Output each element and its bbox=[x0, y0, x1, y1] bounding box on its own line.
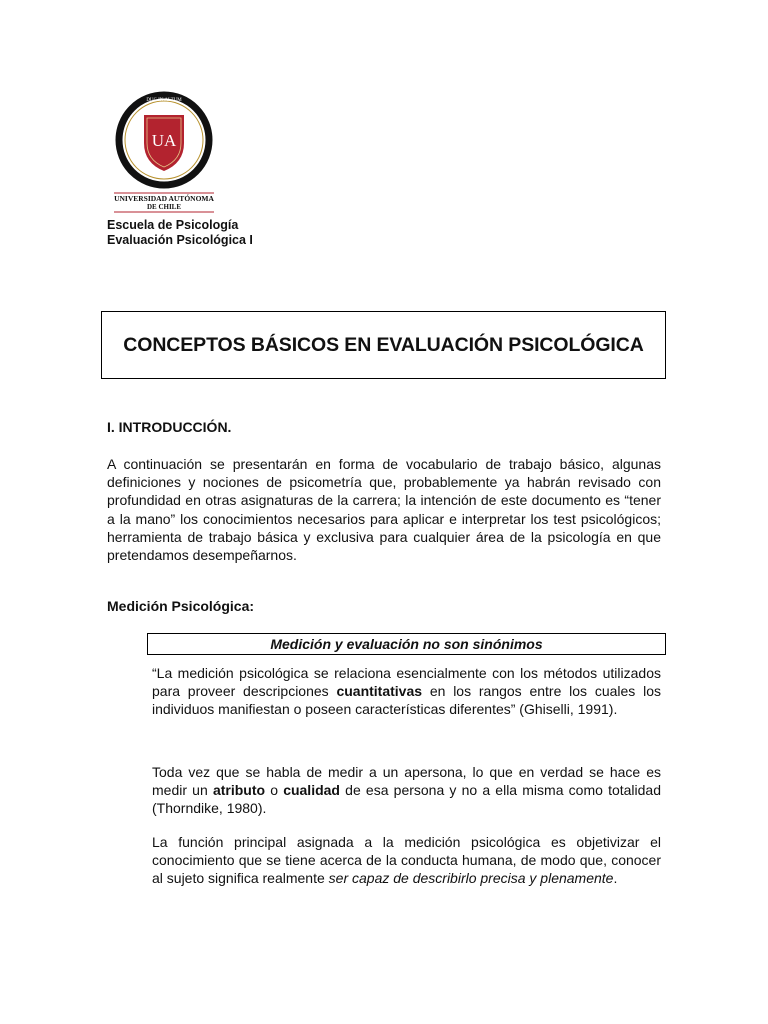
logo-name-line2: DE CHILE bbox=[146, 203, 182, 211]
course-name: Evaluación Psicológica I bbox=[107, 233, 253, 247]
p3-italic-text: ser capaz de describirlo precisa y plenamente bbox=[328, 870, 614, 887]
document-title: CONCEPTOS BÁSICOS EN EVALUACIÓN PSICOLÓGICA bbox=[123, 333, 644, 356]
p2-bold-atributo: atributo bbox=[212, 782, 266, 799]
school-name: Escuela de Psicología bbox=[107, 218, 239, 232]
p3-text-before: La función principal asignada a la medición psicológica es objetivizar el conocimiento que se tiene acerca de la conducta humana, de modo que, conocer al sujeto significa realmente bbox=[152, 834, 661, 887]
paragraph-ghiselli bbox=[152, 664, 661, 719]
p1-text-after: en los rangos entre los cuales los individuos manifiestan o poseen características diferentes” (Ghiselli, 1991). bbox=[152, 683, 661, 718]
logo-name-line1: UNIVERSIDAD AUTÓNOMA bbox=[114, 194, 214, 203]
paragraph-thorndike bbox=[152, 763, 661, 818]
p2-text-before: Toda vez que se habla de medir a un apersona, lo que en verdad se hace es medir un bbox=[152, 764, 661, 799]
p1-text-before: “La medición psicológica se relaciona esencialmente con los métodos utilizados para proveer descripciones bbox=[152, 665, 661, 700]
medicion-heading: Medición Psicológica: bbox=[107, 598, 255, 614]
title-box bbox=[101, 311, 666, 379]
p3-text-after: . bbox=[613, 870, 618, 887]
p1-bold-cuantitativas: cuantitativas bbox=[336, 683, 423, 700]
p2-text-after: de esa persona y no a ella misma como totalidad (Thorndike, 1980). bbox=[152, 782, 662, 817]
university-logo bbox=[108, 91, 220, 215]
p2-text-middle: o bbox=[265, 782, 284, 799]
callout-text: Medición y evaluación no son sinónimos bbox=[270, 636, 543, 652]
paragraph-funcion bbox=[152, 833, 661, 888]
p2-bold-cualidad: cualidad bbox=[283, 782, 340, 799]
logo-initials: UA bbox=[151, 131, 177, 150]
school-header bbox=[107, 218, 253, 248]
callout-box bbox=[147, 633, 666, 655]
logo-motto: DUC IN ALTUM bbox=[146, 98, 182, 103]
intro-paragraph: A continuación se presentarán en forma de vocabulario de trabajo básico, algunas definiciones y nociones de psicometría que, probablemente ya habrán revisado con profundidad en otras asignaturas de la carrera; la intención de este documento es “tener a la mano” los conocimientos necesarios para aplicar e interpretar los test psicológicos; herramienta de trabajo básica y exclusiva para cualquier área de la psicología en que pretendamos desempeñarnos. bbox=[107, 456, 661, 564]
intro-heading: I. INTRODUCCIÓN. bbox=[107, 419, 232, 435]
